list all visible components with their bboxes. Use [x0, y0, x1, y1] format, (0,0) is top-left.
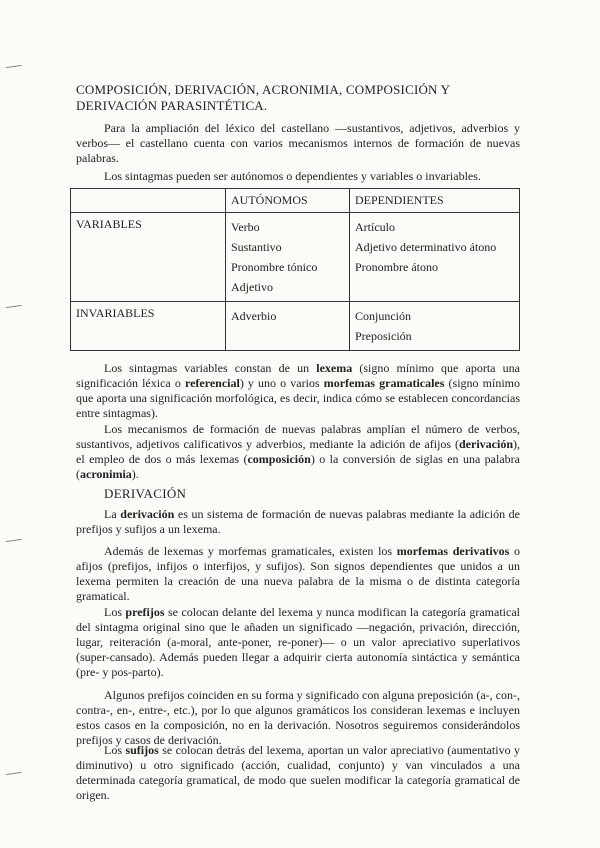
term-morfemas: morfemas gramaticales: [323, 376, 445, 390]
mecanismos-paragraph: [76, 422, 520, 482]
term-composicion: composición: [247, 452, 311, 466]
text-run: Los mecanismos de formación de nuevas palabras amplían el número de verbos, sustantivos, adjetivos calificativos y adverbios, mediante la adición de afijos (: [76, 422, 520, 451]
text-run: ).: [131, 467, 139, 481]
intro-paragraph: Para la ampliación del léxico del castellano —sustantivos, adjetivos, adverbios y verbos— el castellano cuenta con varios mecanismos internos de formación de nuevas palabras.: [76, 121, 520, 165]
binder-mark: [6, 305, 22, 311]
cell-item: Conjunción: [355, 309, 411, 323]
term-morfemas-derivativos: morfemas derivativos: [396, 544, 510, 558]
cell-dependientes: [350, 302, 520, 351]
text-run: se colocan detrás del lexema, aportan un valor apreciativo (aumentativo y diminutivo) u otro significado (acción, cualidad, conjunto) y van vinculados a una determinada categoría gramatical, de modo que suelen modificar la categoría gramatical de origen.: [76, 743, 520, 802]
table-header-autonomos: AUTÓNOMOS: [226, 189, 350, 213]
cell-autonomos: [226, 302, 350, 351]
derivacion-paragraph: [76, 507, 520, 537]
term-acronimia: acronimia: [80, 467, 132, 481]
row-label: VARIABLES: [71, 213, 226, 302]
term-referencial: referencial: [184, 376, 240, 390]
cell-autonomos: [226, 213, 350, 302]
cell-item: Verbo: [231, 220, 260, 234]
cell-item: Adjetivo: [231, 280, 273, 294]
preposicion-paragraph: Algunos prefijos coinciden en su forma y significado con alguna preposición (a-, con-, contra-, en-, entre-, etc.), por lo que algunos gramáticos los consideran lexemas e incluyen estos casos en la composición, no en la derivación. Nosotros seguiremos considerándolos prefijos y casos de derivación.: [76, 688, 520, 747]
page-title: COMPOSICIÓN, DERIVACIÓN, ACRONIMIA, COMPOSICIÓN Y DERIVACIÓN PARASINTÉTICA.: [76, 82, 450, 113]
text-run: Los sintagmas variables constan de un: [104, 361, 317, 375]
cell-item: Artículo: [355, 220, 395, 234]
term-prefijos: prefijos: [125, 605, 165, 619]
text-run: Además de lexemas y morfemas gramaticales, existen los: [104, 544, 397, 558]
binder-mark: [6, 65, 22, 71]
table-row-variables: [71, 213, 520, 302]
cell-item: Adverbio: [231, 309, 277, 323]
binder-mark: [6, 539, 22, 545]
binder-mark: [6, 772, 22, 778]
table-header-empty: [71, 189, 226, 213]
cell-item: Preposición: [355, 329, 412, 343]
text-run: Los: [104, 605, 126, 619]
text-run: La: [104, 507, 121, 521]
section-heading-derivacion: DERIVACIÓN: [104, 486, 187, 501]
row-label: INVARIABLES: [71, 302, 226, 351]
text-run: (signo mínimo que aporta una significación morfológica, es decir, indica cómo se establecen concordancias entre sintagmas).: [76, 376, 520, 420]
text-run: Los: [104, 743, 126, 757]
text-run: (signo mínimo que aporta una significación léxica o: [76, 361, 520, 390]
text-run: o afijos (prefijos, infijos o interfijos, y sufijos). Son signos dependientes que unidos a un lexema permiten la creación de una nueva palabra de la misma o de distinta categoría gramatical.: [76, 544, 521, 603]
text-run: se colocan delante del lexema y nunca modifican la categoría gramatical del sintagma original sino que le añaden un significado —negación, privación, dirección, lugar, reiteración (a-moral, ante-poner, re-poner)— o un valor apreciativo superlativos (super-cansado). Además pueden llegar a adquirir cierta autonomía sintáctica y semántica (pre- y pos-parto).: [76, 605, 520, 679]
sufijos-paragraph: [76, 743, 520, 803]
term-derivacion: derivación: [120, 507, 175, 521]
text-run: ) y uno o varios: [239, 376, 324, 390]
text-run: ), el empleo de dos o más lexemas (: [76, 437, 520, 466]
prefijos-paragraph: [76, 605, 520, 680]
sintagmas-table: [70, 188, 520, 351]
table-header-dependientes: DEPENDIENTES: [350, 189, 520, 213]
cell-dependientes: [350, 213, 520, 302]
term-derivacion: derivación: [459, 437, 513, 451]
variables-paragraph: [76, 361, 520, 421]
table-row-invariables: [71, 302, 520, 351]
cell-item: Pronombre tónico: [231, 260, 318, 274]
term-sufijos: sufijos: [125, 743, 159, 757]
text-run: es un sistema de formación de nuevas palabras mediante la adición de prefijos y sufijos a un lexema.: [76, 507, 521, 536]
text-run: ) o la conversión de siglas en una palabra (: [76, 452, 520, 481]
cell-item: Sustantivo: [231, 240, 282, 254]
cell-item: Adjetivo determinativo átono: [355, 240, 497, 254]
morfemas-paragraph: [76, 544, 520, 604]
term-lexema: lexema: [316, 361, 353, 375]
sintagmas-line: Los sintagmas pueden ser autónomos o dependientes y variables o invariables.: [104, 169, 481, 183]
cell-item: Pronombre átono: [355, 260, 438, 274]
table-header-row: [71, 189, 520, 213]
